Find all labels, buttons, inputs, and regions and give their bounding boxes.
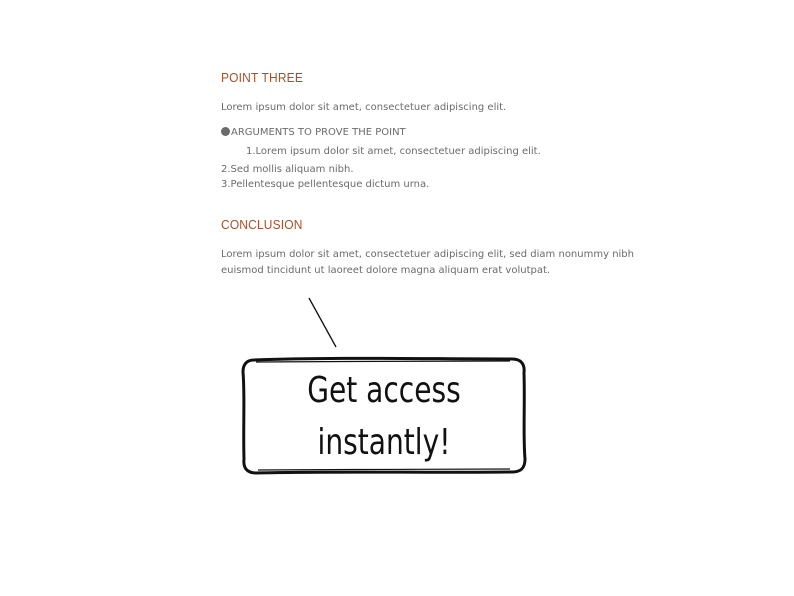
section-heading-conclusion: CONCLUSION (221, 217, 303, 232)
conclusion-body: Lorem ipsum dolor sit amet, consectetuer adipiscing elit, sed diam nonummy nibh euismod tincidunt ut laoreet dolore magna aliquam erat volutpat. (221, 249, 634, 276)
list-item: 2.Sed mollis aliquam nibh. (221, 164, 354, 175)
list-item: 1.Lorem ipsum dolor sit amet, consectetuer adipiscing elit. (246, 146, 541, 157)
arguments-label: ARGUMENTS TO PROVE THE POINT (231, 127, 406, 138)
list-item: 3.Pellentesque pellentesque dictum urna. (221, 179, 430, 190)
get-access-button[interactable]: Get access instantly! (307, 370, 461, 463)
point-three-intro: Lorem ipsum dolor sit amet, consectetuer adipiscing elit. (221, 102, 507, 113)
section-heading-point-three: POINT THREE (221, 70, 303, 85)
